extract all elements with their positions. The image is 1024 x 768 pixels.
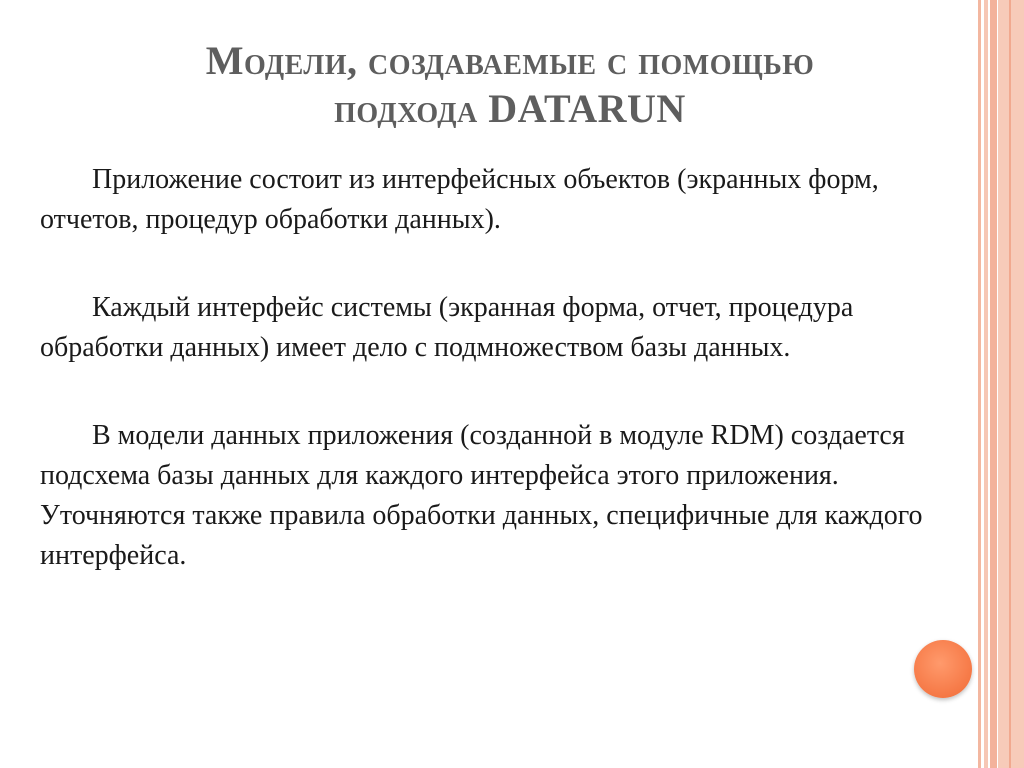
decorative-stripe (1009, 0, 1011, 768)
slide-title-line-1: Модели, создаваемые с помощью (205, 37, 815, 83)
orange-circle-decoration (914, 640, 972, 698)
slide-title-line-2: подхода DATARUN (334, 85, 686, 131)
paragraph-1: Приложение состоит из интерфейсных объектов (экранных форм, отчетов, процедур обработки данных). (40, 164, 879, 235)
paragraph-3: В модели данных приложения (созданной в модуле RDM) создается подсхема базы данных для каждого интерфейса этого приложения. Уточняются также правила обработки данных, специфичные для каждого интерфейса. (40, 420, 923, 571)
paragraph-2: Каждый интерфейс системы (экранная форма, отчет, процедура обработки данных) имеет дело с подмножеством базы данных. (40, 292, 854, 363)
decorative-stripe (998, 0, 1024, 768)
slide-title (60, 37, 960, 133)
decorative-stripe (990, 0, 997, 768)
decorative-stripe (984, 0, 988, 768)
decorative-stripe (978, 0, 981, 768)
slide-body (40, 160, 960, 576)
